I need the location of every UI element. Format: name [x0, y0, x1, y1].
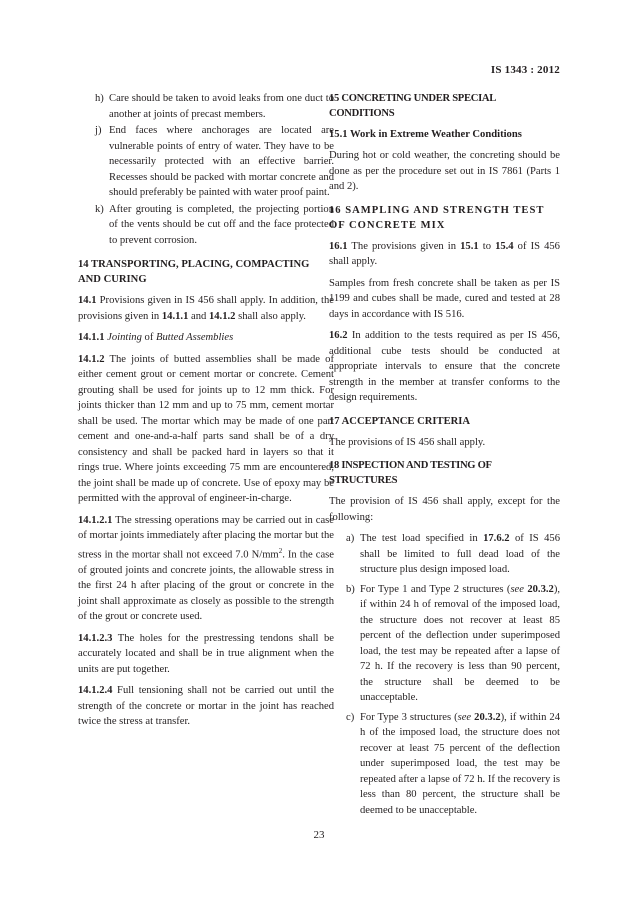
clause-number: 14.1.1	[78, 332, 105, 343]
paragraph: The provision of IS 456 shall apply, except for the following:	[329, 496, 560, 523]
clause-16-2	[329, 328, 560, 406]
clause-ref: 20.3.2	[527, 583, 554, 595]
clause-text: The stressing operations may be carried out in case of mortar joints immediately after placing the mortar but the stress in the mortar shall not exceed 7.0 N/mm	[78, 514, 334, 561]
paragraph: During hot or cold weather, the concreting should be done as per the procedure set out in IS 7861 (Parts 1 and 2).	[329, 150, 560, 192]
left-column	[78, 91, 334, 736]
list-item-text: For Type 1 and Type 2 structures (	[360, 583, 511, 595]
list-marker: j)	[95, 125, 102, 136]
clause-ref: 20.3.2	[474, 711, 501, 723]
clause-text: and	[188, 310, 209, 322]
clause-text: The joints of butted assemblies shall be made of either cement grout or cement mortar or concrete. Cement grouting shall be used for joints up to 12 mm thick. For joints thicker than 12 mm and up to 75 mm, cement mortar shall be used. The mortar which may be made of one part cement and one-and-a-half parts sand shall be of a dry consistency and shall be packed hard in layers so that it rings true. Where joints exceeding 75 mm are encountered, the joint shall be made up of concrete. Use of epoxy may be permitted with the approval of engineer-in-charge.	[78, 353, 334, 504]
list-marker: h)	[95, 93, 104, 104]
clause-ref: 15.1	[460, 240, 479, 252]
list-item-text: ), if within 24 h of the imposed load, the structure does not recover at least 75 percent of the deflection under superimposed load, the test may be repeated after a lapse of 72 h. If the recovery is less than 80 percent, the structure shall be deemed to be unacceptable.	[360, 711, 560, 816]
clause-text: of	[141, 332, 156, 343]
section-heading: 17 ACCEPTANCE CRITERIA	[329, 415, 471, 427]
list-item	[329, 531, 560, 578]
clause-14-1-1	[78, 330, 334, 346]
list-item-text: The test load specified in	[360, 533, 484, 544]
superscript: 2	[278, 546, 283, 555]
list-item-text: Care should be taken to avoid leaks from one duct to another at joints of precast members.	[109, 93, 334, 120]
clause-ref: 17.6.2	[483, 533, 510, 544]
clause-number: 14.1.2.4	[78, 685, 113, 697]
exception-list	[329, 531, 560, 818]
clause-number: 16.1	[329, 240, 348, 252]
clause-16-1	[329, 239, 560, 270]
list-marker: b)	[346, 583, 355, 595]
list-item-text: For Type 3 structures (	[360, 711, 458, 723]
clause-title: Jointing	[107, 332, 142, 343]
clause-ref: 14.1.1	[161, 310, 189, 322]
clause-text: . In the case of grouted joints and concrete joints, the allowable stress in the first 24 h after placing of the grout or concrete in the joint shall approximate as closely as possible to the strength of the grout or concrete used.	[78, 549, 334, 623]
list-item-text: After grouting is completed, the projecting portion of the vents should be cut off and the face protected to prevent corrosion.	[109, 203, 334, 246]
paragraph: Samples from fresh concrete shall be taken as per IS 1199 and cubes shall be made, cured and tested at 28 days in accordance with IS 516.	[329, 277, 560, 320]
list-item-text: ), if within 24 h of removal of the imposed load, the structure does not recover at least 85 percent of the deflection under superimposed load, the test may be repeated after a lapse of 72 h. If the recovery is less than 90 percent, the structure shall be deemed to be unacceptable.	[360, 583, 560, 703]
list-item-text: of IS 456 shall be limited to full dead load of the structure plus design imposed load.	[360, 533, 560, 575]
clause-text: shall also apply.	[235, 310, 306, 322]
section-heading: 16 SAMPLING AND STRENGTH TEST OF CONCRETE MIX	[329, 204, 545, 231]
clause-number: 14.1.2.3	[78, 632, 113, 644]
page-number: 23	[313, 829, 325, 841]
continued-list	[78, 91, 334, 248]
section-heading: 18 INSPECTION AND TESTING OF STRUCTURES	[329, 460, 492, 486]
list-item	[78, 202, 334, 249]
clause-number: 14.1.2.1	[78, 514, 113, 526]
clause-text: of IS 456 shall apply.	[329, 240, 560, 267]
clause-text: In addition to the tests required as per IS 456, additional cube tests should be conducted at appropriate intervals to ensure that the concrete strength in the member at transfer conforms to the design requirements.	[329, 330, 560, 403]
section-heading: 14 TRANSPORTING, PLACING, COMPACTING AND CURING	[78, 259, 310, 285]
standard-number: IS 1343 : 2012	[490, 64, 560, 76]
list-item	[329, 582, 560, 706]
clause-14-1-2-1	[78, 513, 334, 625]
list-marker: k)	[95, 203, 104, 215]
clause-text: The holes for the prestressing tendons shall be accurately located and shall be in true alignment when the units are put together.	[78, 632, 334, 675]
clause-14-1	[78, 293, 334, 324]
see-word: see	[457, 711, 472, 723]
clause-14-1-2-3	[78, 631, 334, 678]
right-column	[329, 91, 560, 824]
clause-number: 14.1.2	[78, 353, 105, 365]
list-marker: c)	[346, 711, 355, 723]
list-item	[78, 123, 334, 201]
clause-title: Butted Assemblies	[156, 332, 234, 343]
clause-text: The provisions given in	[347, 240, 461, 252]
list-item-text: End faces where anchorages are located are vulnerable points of entry of water. They have to be necessarily protected with an effective barrier. Recesses should be packed with mortar concrete and should preferably be painted with water proof paint.	[109, 125, 334, 198]
list-item	[78, 91, 334, 122]
paragraph: The provisions of IS 456 shall apply.	[329, 436, 486, 448]
clause-14-1-2	[78, 352, 334, 507]
see-word: see	[510, 583, 524, 595]
clause-text: Full tensioning shall not be carried out until the strength of the concrete or mortar in the joint has reached twice the stress at transfer.	[78, 685, 334, 728]
list-item	[329, 710, 560, 819]
clause-number: 16.2	[329, 330, 348, 341]
clause-number: 14.1	[78, 295, 97, 306]
clause-text: to	[478, 240, 496, 252]
section-heading: 15 CONCRETING UNDER SPECIAL CONDITIONS	[329, 93, 496, 119]
clause-14-1-2-4	[78, 683, 334, 730]
clause-ref: 14.1.2	[208, 310, 236, 322]
clause-text: Provisions given in IS 456 shall apply. In addition, the provisions given in	[78, 295, 334, 322]
list-marker: a)	[346, 533, 355, 544]
clause-ref: 15.4	[495, 240, 514, 252]
subsection-heading: 15.1 Work in Extreme Weather Conditions	[329, 129, 522, 140]
